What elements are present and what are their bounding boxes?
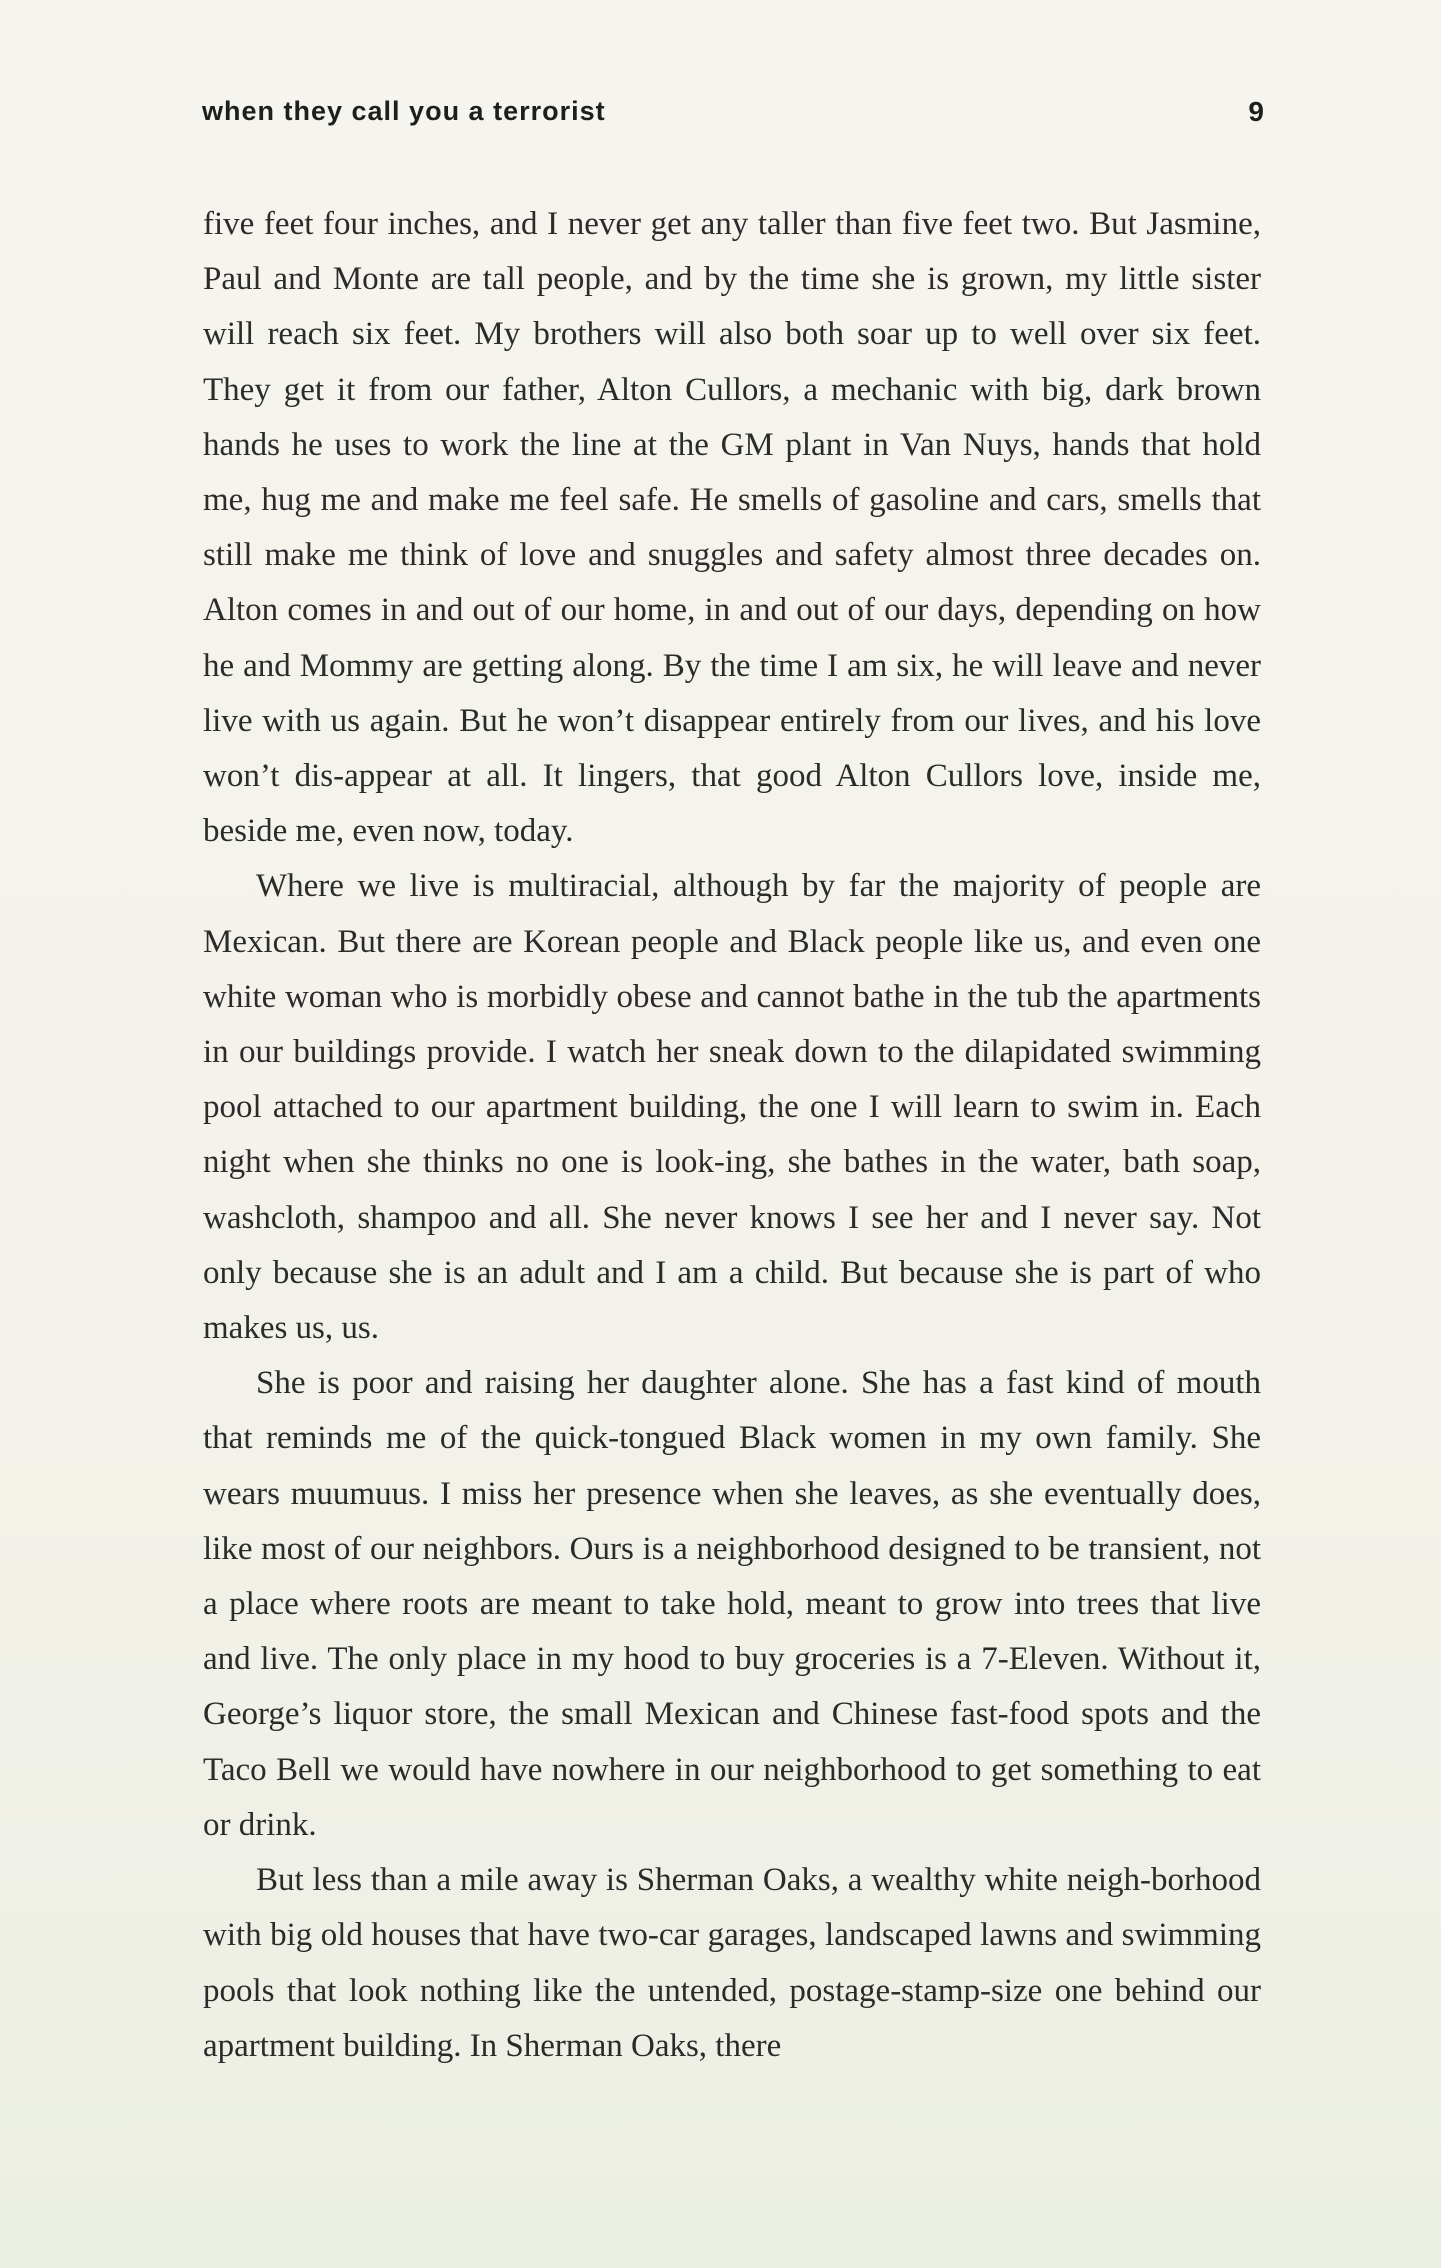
running-head: when they call you a terrorist bbox=[202, 96, 606, 126]
paragraph-1: five feet four inches, and I never get any taller than five feet two. But Jasmine, Paul and Monte are tall people, and by the time she is grown, my little sister will reach six feet. My brothers will also both soar up to well over six feet. They get it from our father, Alton Cullors, a mechanic with big, dark brown hands he uses to work the line at the GM plant in Van Nuys, hands that hold me, hug me and make me feel safe. He smells of gasoline and cars, smells that still make me think of love and snuggles and safety almost three decades on. Alton comes in and out of our home, in and out of our days, depending on how he and Mommy are getting along. By the time I am six, he will leave and never live with us again. But he won’t disappear entirely from our lives, and his love won’t dis-appear at all. It lingers, that good Alton Cullors love, inside me, beside me, even now, today. bbox=[203, 206, 1261, 850]
page-header bbox=[202, 96, 1264, 136]
paragraph-3: She is poor and raising her daughter alone. She has a fast kind of mouth that reminds me of the quick-tongued Black women in my own family. She wears muumuus. I miss her presence when she leaves, as she eventually does, like most of our neighbors. Ours is a neighborhood designed to be transient, not a place where roots are meant to take hold, meant to grow into trees that live and live. The only place in my hood to buy groceries is a 7-Eleven. Without it, George’s liquor store, the small Mexican and Chinese fast-food spots and the Taco Bell we would have nowhere in our neighborhood to get something to eat or drink. bbox=[203, 1365, 1261, 1843]
paragraph-2: Where we live is multiracial, although by far the majority of people are Mexican. But there are Korean people and Black people like us, and even one white woman who is morbidly obese and cannot bathe in the tub the apartments in our buildings provide. I watch her sneak down to the dilapidated swimming pool attached to our apartment building, the one I will learn to swim in. Each night when she thinks no one is look-ing, she bathes in the water, bath soap, washcloth, shampoo and all. She never knows I see her and I never say. Not only because she is an adult and I am a child. But because she is part of who makes us, us. bbox=[203, 868, 1261, 1347]
page-number: 9 bbox=[1248, 96, 1264, 127]
body-text bbox=[203, 197, 1261, 2074]
paragraph-4: But less than a mile away is Sherman Oaks, a wealthy white neigh-borhood with big old houses that have two-car garages, landscaped lawns and swimming pools that look nothing like the untended, postage-stamp-size one behind our apartment building. In Sherman Oaks, there bbox=[203, 1862, 1261, 2064]
